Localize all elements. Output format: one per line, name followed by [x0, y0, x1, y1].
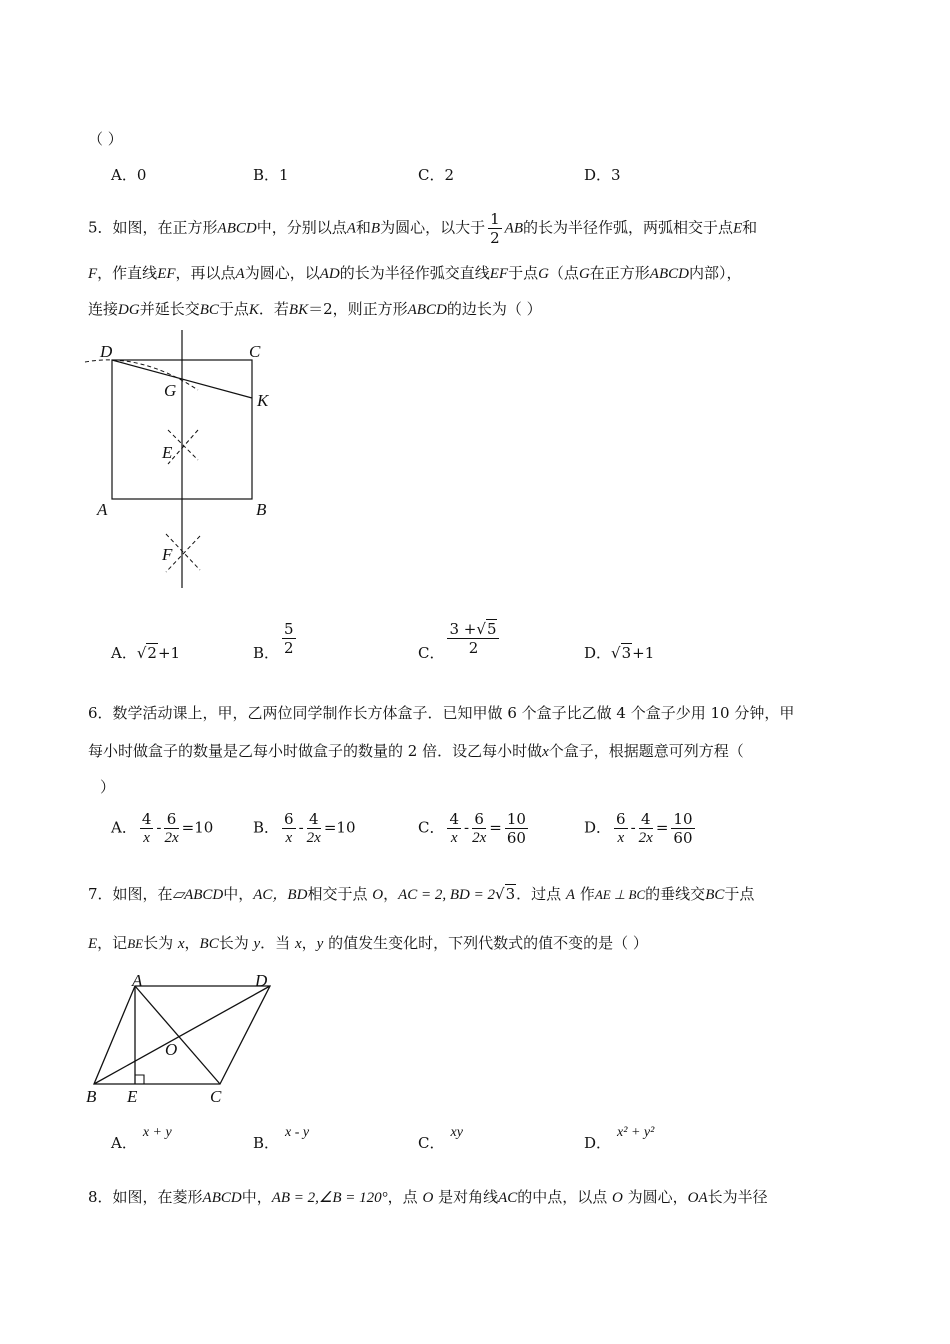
q5-option-c: C． $\frac{3 +√5}{2}$	[418, 620, 502, 657]
q5-option-b: B． $\frac{5}{2}$	[253, 620, 294, 662]
q7-line-2: E，记BE长为 x，BC长为 y．当 x，y 的值发生变化时，下列代数式的值不变的是（ ）	[88, 934, 648, 952]
label-O: O	[165, 1040, 178, 1059]
q7-line-1: 7．如图，在▱ABCD中，AC，BD相交于点 O，AC = 2, BD = 2√3．过点 A 作AE ⊥ BC的垂线交BC于点	[88, 885, 755, 903]
label-E: E	[162, 443, 173, 462]
label-C: C	[249, 342, 261, 361]
q5-line-3: 连接DG并延长交BC于点K．若BK＝2，则正方形ABCD的边长为（ ）	[88, 300, 542, 318]
q6-option-b: B． $\frac{6}{x}$ - $\frac{4}{2x}$ =10	[253, 810, 356, 846]
q5-line-2: F，作直线EF，再以点A为圆心，以AD的长为半径作弧交直线EF于点G（点G在正方形ABCD内部），	[88, 264, 742, 282]
q5-line-1: 5．如图，在正方形ABCD中，分别以点A和B为圆心，以大于 $\frac{1}{2}$ AB的长为半径作弧，两弧相交于点E和	[88, 210, 758, 247]
q7-option-b: B．x - y	[253, 1125, 310, 1152]
q7-option-d: D．x² + y²	[584, 1125, 655, 1152]
q6-line-3: ）	[100, 778, 116, 796]
label-A: A	[132, 972, 143, 990]
label-C: C	[210, 1087, 222, 1106]
label-K: K	[257, 391, 269, 410]
q5-half-fraction: $\frac{1}{2}$	[490, 210, 500, 247]
q6-line-1: 6．数学活动课上，甲，乙两位同学制作长方体盒子．已知甲做 6 个盒子比乙做 4 个盒子少用 10 分钟，甲	[88, 704, 795, 722]
q8-line-1: 8．如图，在菱形ABCD中，AB = 2,∠B = 120°，点 O 是对角线AC的中点，以点 O 为圆心，OA长为半径	[88, 1188, 768, 1206]
q7-parallelogram-figure	[80, 972, 280, 1112]
prev-option-d: D．3	[584, 166, 621, 184]
label-D: D	[255, 972, 268, 990]
label-D: D	[100, 342, 113, 361]
q5-square-figure	[80, 330, 300, 595]
q5-option-d: D．√3+1	[584, 644, 655, 662]
q6-option-c: C． $\frac{4}{x}$ - $\frac{6}{2x}$ = $\frac{10}{60}$	[418, 810, 526, 847]
label-F: F	[162, 545, 173, 564]
prev-option-c: C．2	[418, 166, 455, 184]
prev-option-a: A．0	[111, 166, 147, 184]
q7-option-a: A．x + y	[111, 1125, 172, 1152]
q6-option-d: D． $\frac{6}{x}$ - $\frac{4}{2x}$ = $\frac{10}{60}$	[584, 810, 693, 847]
prev-option-b: B．1	[253, 166, 289, 184]
label-G: G	[164, 381, 177, 400]
label-E: E	[127, 1087, 138, 1106]
label-A: A	[97, 500, 108, 519]
q7-option-c: C．xy	[418, 1125, 463, 1152]
q6-line-2: 每小时做盒子的数量是乙每小时做盒子的数量的 2 倍．设乙每小时做x个盒子，根据题意可列方程（	[88, 742, 744, 760]
prev-question-paren: （ ）	[88, 130, 123, 148]
label-B: B	[256, 500, 267, 519]
q5-option-a: A．√2+1	[111, 644, 181, 662]
q6-option-a: A． $\frac{4}{x}$ - $\frac{6}{2x}$ =10	[111, 810, 214, 846]
label-B: B	[86, 1087, 97, 1106]
